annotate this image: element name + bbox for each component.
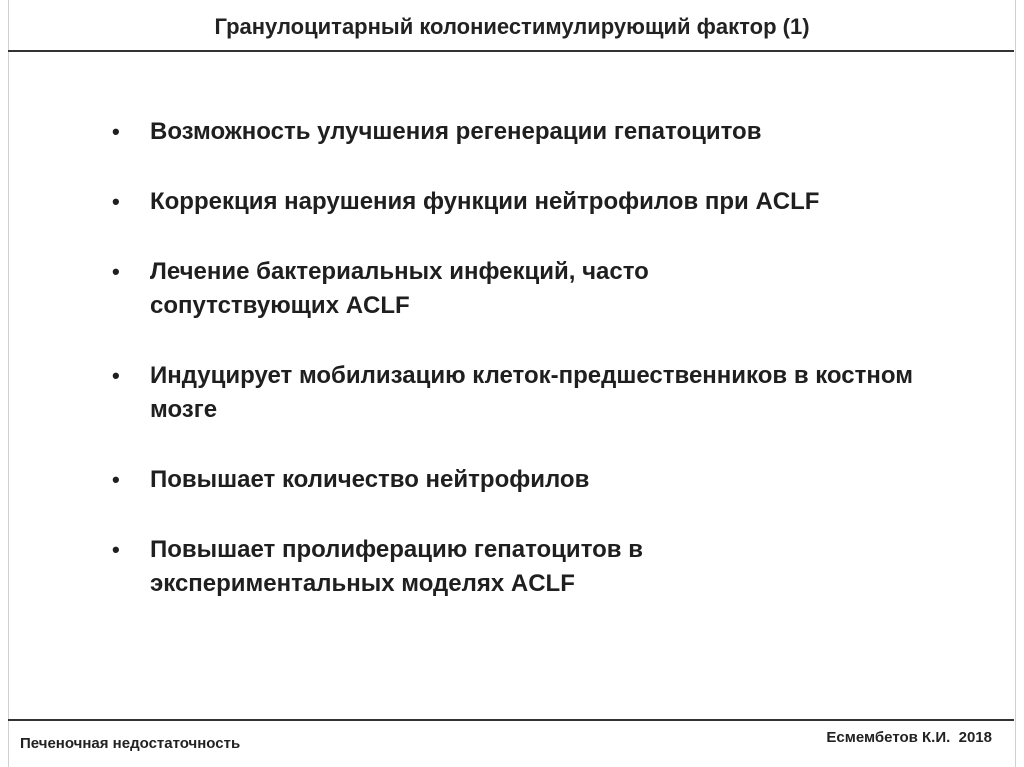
bullet-item	[110, 185, 970, 219]
bullet-text: Индуцирует мобилизацию клеток-предшественников в костном мозге	[150, 362, 913, 423]
bullet-item	[110, 533, 790, 601]
bullet-item	[110, 115, 970, 149]
bullet-text: Лечение бактериальных инфекций, часто сопутствующих ACLF	[150, 258, 649, 319]
bullet-marker: •	[112, 537, 120, 562]
bullet-marker: •	[112, 363, 120, 388]
bullet-marker: •	[112, 189, 120, 214]
bullet-list	[110, 115, 970, 601]
bullet-text: Возможность улучшения регенерации гепатоцитов	[150, 118, 762, 145]
bullet-marker: •	[112, 259, 120, 284]
bullet-item	[110, 359, 980, 427]
footer-author: Есмембетов К.И. 2018	[826, 729, 992, 746]
bullet-item	[110, 463, 970, 497]
bullet-text: Повышает пролиферацию гепатоцитов в экспериментальных моделях ACLF	[150, 536, 643, 597]
slide-title: Гранулоцитарный колониестимулирующий фактор (1)	[214, 14, 810, 39]
footer-divider	[8, 719, 1014, 721]
bullet-text: Повышает количество нейтрофилов	[150, 466, 590, 493]
footer-topic: Печеночная недостаточность	[20, 735, 241, 752]
bullet-marker: •	[112, 467, 120, 492]
bullet-text: Коррекция нарушения функции нейтрофилов при ACLF	[150, 188, 820, 215]
title-divider	[8, 50, 1014, 52]
bullet-item	[110, 255, 770, 323]
bullet-marker: •	[112, 119, 120, 144]
